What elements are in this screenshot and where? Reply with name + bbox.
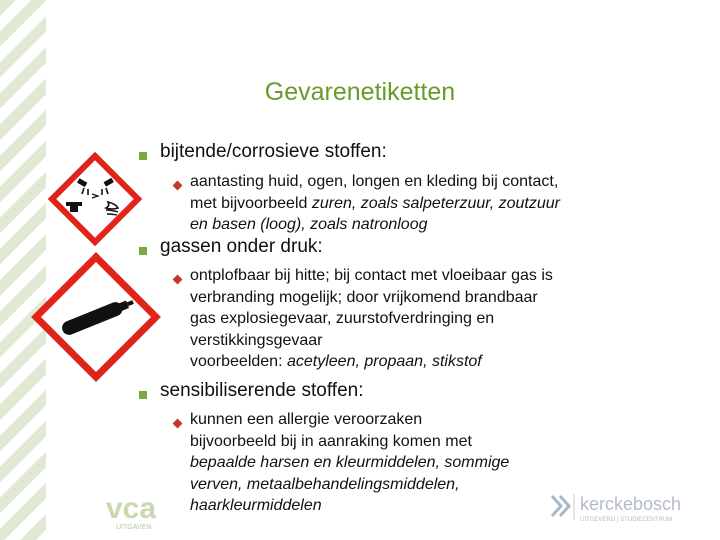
text-line <box>190 409 509 431</box>
section-heading-corrosive: bijtende/corrosieve stoffen: <box>160 141 387 162</box>
text-segment: verstikkingsgevaar <box>190 331 323 349</box>
vca-logo-text: vca <box>106 492 157 525</box>
text-segment: gas explosiegevaar, zuurstofverdringing en <box>190 310 495 327</box>
text-line <box>190 193 560 215</box>
italic-segment: acetyleen, propaan, stikstof <box>286 353 482 370</box>
text-segment: met bijvoorbeeld <box>190 194 312 212</box>
page-title: Gevarenetiketten <box>264 78 456 106</box>
text-line <box>190 474 509 496</box>
section-heading-sensitizing: sensibiliserende stoffen: <box>160 380 364 401</box>
section-text-corrosive <box>190 171 560 236</box>
text-line <box>190 308 553 330</box>
italic-segment: haarkleurmiddelen <box>190 497 322 514</box>
section-heading-gas: gassen onder druk: <box>160 236 323 257</box>
italic-segment: bepaalde harsen en kleurmiddelen, sommige <box>190 454 510 471</box>
text-segment: verbranding mogelijk; door vrijkomend brandbaar <box>190 288 538 306</box>
sub-bullet-marker <box>173 275 183 285</box>
gas-cylinder-pictogram-icon <box>30 251 162 383</box>
kerckebosch-logo-text: kerckebosch <box>580 494 682 514</box>
sub-bullet-marker <box>173 419 183 429</box>
italic-segment: zuren, zoals salpeterzuur, zoutzuur <box>311 194 560 212</box>
text-segment: bijvoorbeeld bij in aanraking komen met <box>190 432 472 450</box>
text-line <box>190 452 509 474</box>
text-line <box>190 431 509 453</box>
italic-segment: en basen (loog), zoals natronloog <box>190 216 428 233</box>
bullet-marker <box>139 391 147 399</box>
text-line <box>190 171 560 193</box>
text-line <box>190 287 553 309</box>
text-line <box>190 495 509 517</box>
kerckebosch-logo <box>548 490 698 526</box>
text-line <box>190 330 553 352</box>
text-line <box>190 351 553 373</box>
vca-logo <box>104 488 170 532</box>
text-segment: voorbeelden: <box>190 353 287 370</box>
italic-segment: verven, metaalbehandelingsmiddelen, <box>190 475 460 493</box>
text-segment: kunnen een allergie veroorzaken <box>190 411 423 428</box>
text-line <box>190 214 560 236</box>
sub-bullet-marker <box>173 181 183 191</box>
text-line <box>190 265 553 287</box>
text-segment: ontplofbaar bij hitte; bij contact met vloeibaar gas is <box>190 267 553 284</box>
vca-logo-subtext: UITGAVEN <box>116 524 152 531</box>
kerckebosch-logo-subtext: UITGEVERIJ | STUDIECENTRUM <box>580 517 673 523</box>
corrosion-pictogram-icon <box>48 152 142 246</box>
section-text-sensitizing <box>190 409 509 517</box>
text-segment: aantasting huid, ogen, longen en kleding bij contact, <box>190 173 559 190</box>
section-text-gas <box>190 265 553 373</box>
